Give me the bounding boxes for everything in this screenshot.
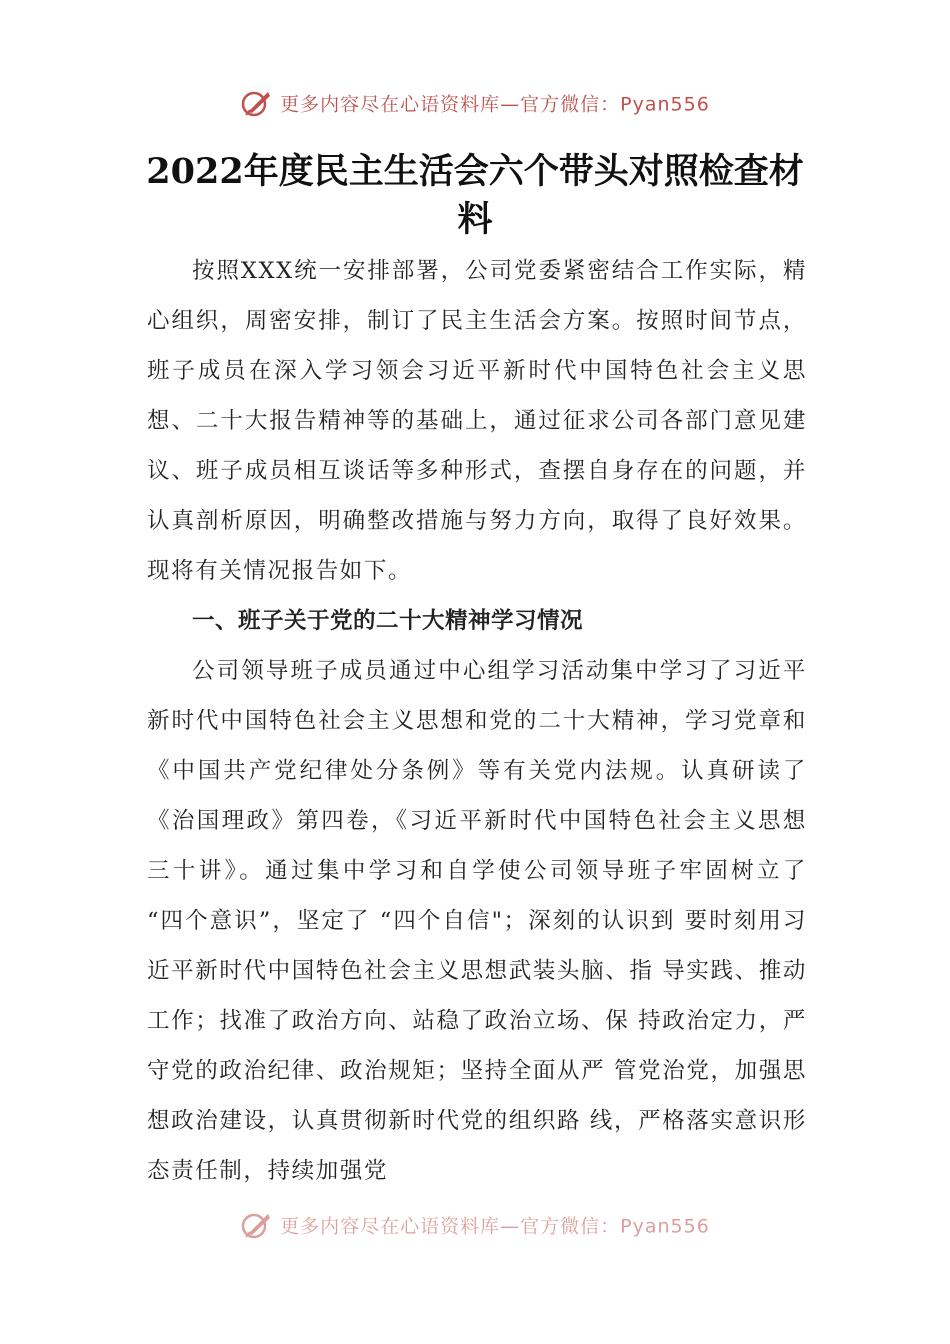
watermark-footer xyxy=(0,1210,950,1240)
feather-pen-icon xyxy=(240,88,274,118)
document-body xyxy=(147,246,807,1196)
document-title: 2022年度民主生活会六个带头对照检查材料 xyxy=(146,151,804,240)
intro-paragraph: 按照XXX统一安排部署，公司党委紧密结合工作实际，精心组织，周密安排，制订了民主生活会方案。按照时间节点，班子成员在深入学习领会习近平新时代中国特色社会主义思想、二十大报告精神等的基础上，通过征求公司各部门意见建议、班子成员相互谈话等多种形式，查摆自身存在的问题，并认真剖析原因，明确整改措施与努力方向，取得了良好效果。现将有关情况报告如下。 xyxy=(147,258,807,584)
watermark-text: 更多内容尽在心语资料库—官方微信：Pyan556 xyxy=(280,93,710,116)
section-paragraph: 公司领导班子成员通过中心组学习活动集中学习了习近平新时代中国特色社会主义思想和党的二十大精神，学习党章和《中国共产党纪律处分条例》等有关党内法规。认真研读了《治国理政》第四卷，《习近平新时代中国特色社会主义思想三十讲》。通过集中学习和自学使公司领导班子牢固树立了 “四个意识”，坚定了 “四个自信"；深刻的认识到 要时刻用习近平新时代中国特色社会主义思想武装头脑、指 导实践、推动工作；找准了政治方向、站稳了政治立场、保 持政治定力，严守党的政治纪律、政治规矩；坚持全面从严 管党治党，加强思想政治建设，认真贯彻新时代党的组织路 线，严格落实意识形态责任制，持续加强党 xyxy=(147,658,807,1184)
watermark-header xyxy=(0,88,950,118)
section-heading: 一、班子关于党的二十大精神学习情况 xyxy=(192,608,584,634)
feather-pen-icon xyxy=(240,1210,274,1240)
watermark-text: 更多内容尽在心语资料库—官方微信：Pyan556 xyxy=(280,1215,710,1238)
